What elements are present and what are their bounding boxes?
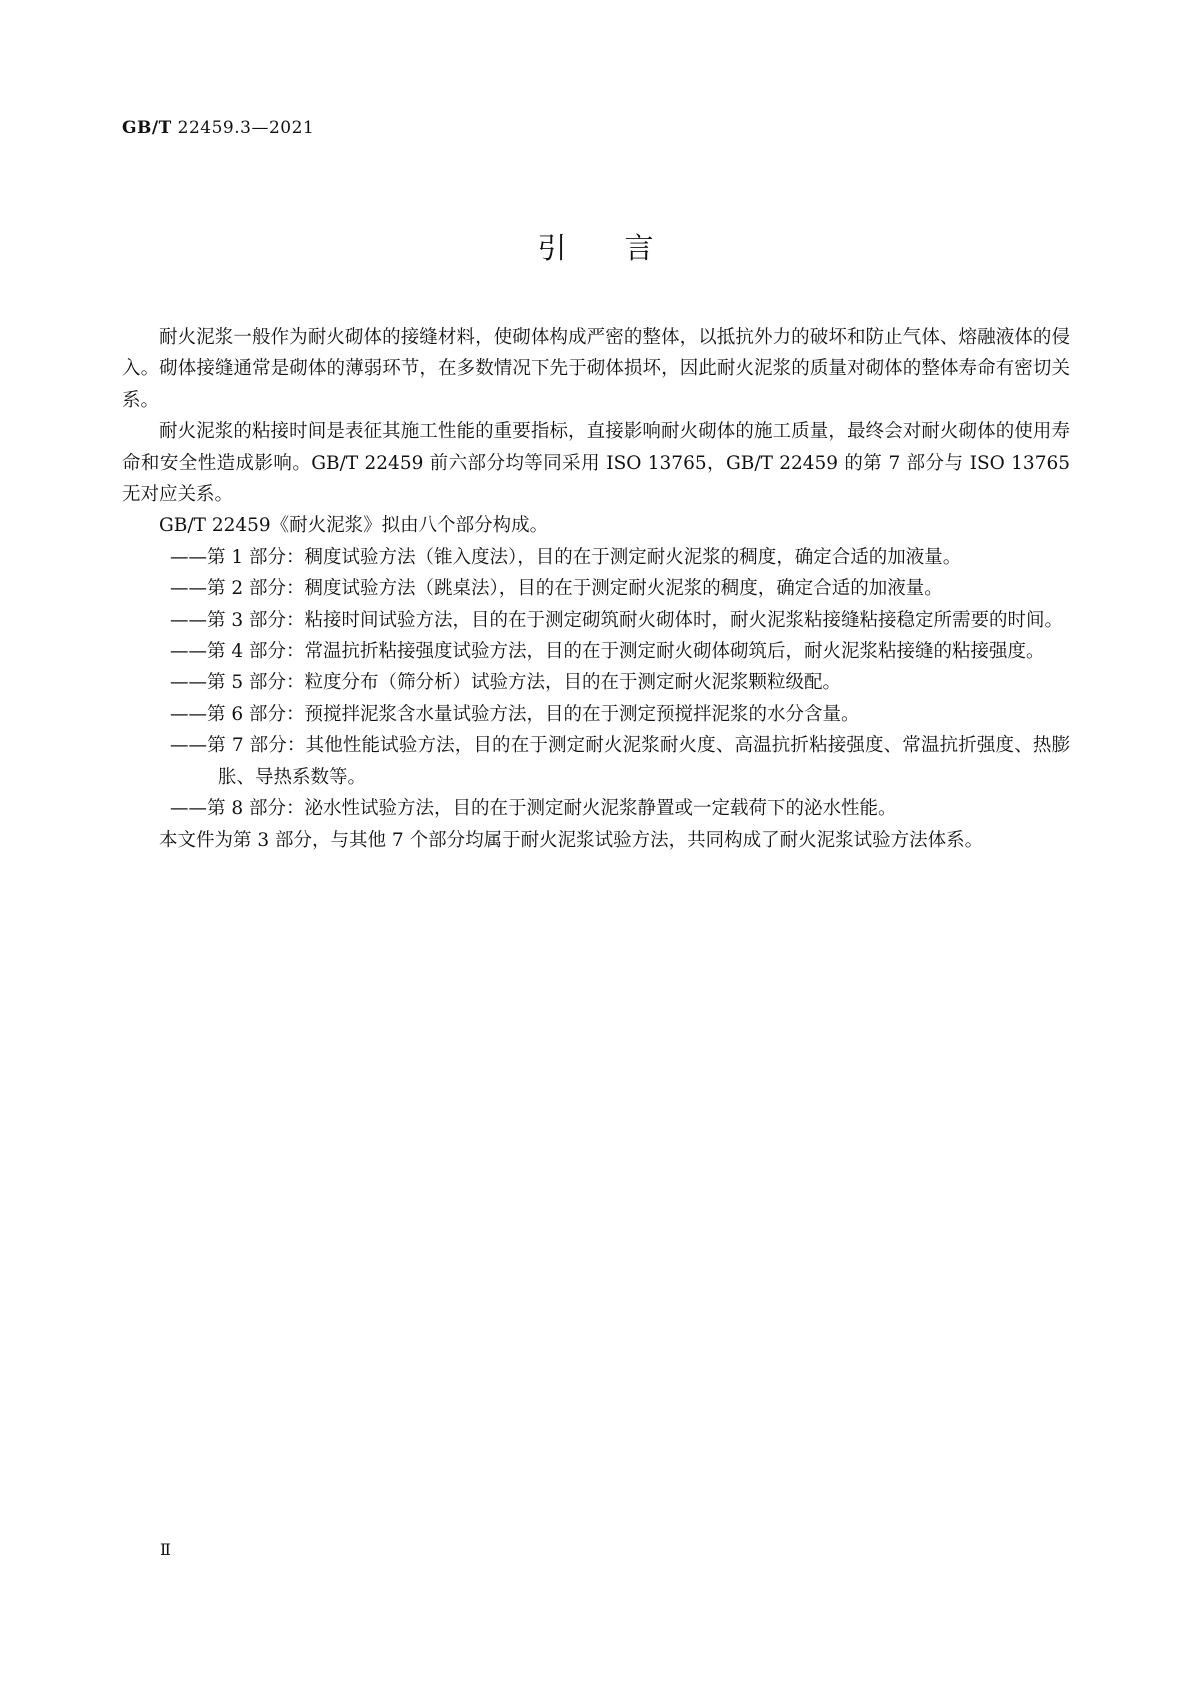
document-body bbox=[122, 322, 1070, 856]
page-title: 引言 bbox=[537, 231, 712, 265]
document-code-number: 22459.3—2021 bbox=[177, 118, 315, 138]
page-number: Ⅱ bbox=[160, 1540, 171, 1559]
closing-paragraph: 本文件为第 3 部分，与其他 7 个部分均属于耐火泥浆试验方法，共同构成了耐火泥浆试验方法体系。 bbox=[159, 829, 984, 851]
part-list-item-4: ——第 4 部分：常温抗折粘接强度试验方法，目的在于测定耐火砌体砌筑后，耐火泥浆粘接缝的粘接强度。 bbox=[170, 641, 1045, 663]
part-list-item-5: ——第 5 部分：粒度分布（筛分析）试验方法，目的在于测定耐火泥浆颗粒级配。 bbox=[170, 672, 842, 694]
part-list-item-7: ——第 7 部分：其他性能试验方法，目的在于测定耐火泥浆耐火度、高温抗折粘接强度、常温抗折强度、热膨胀、导热系数等。 bbox=[170, 735, 1070, 788]
intro-paragraph-1: 耐火泥浆一般作为耐火砌体的接缝材料，使砌体构成严密的整体，以抵抗外力的破坏和防止气体、熔融液体的侵入。砌体接缝通常是砌体的薄弱环节，在多数情况下先于砌体损坏，因此耐火泥浆的质量对砌体的整体寿命有密切关系。 bbox=[122, 327, 1070, 411]
part-list-item-1: ——第 1 部分：稠度试验方法（锥入度法），目的在于测定耐火泥浆的稠度，确定合适的加液量。 bbox=[170, 546, 962, 568]
part-list-item-3: ——第 3 部分：粘接时间试验方法，目的在于测定砌筑耐火砌体时，耐火泥浆粘接缝粘接稳定所需要的时间。 bbox=[170, 609, 1064, 631]
document-code-prefix: GB/T bbox=[122, 118, 172, 138]
part-list-item-8: ——第 8 部分：泌水性试验方法，目的在于测定耐火泥浆静置或一定载荷下的泌水性能。 bbox=[170, 798, 897, 820]
part-list-item-2: ——第 2 部分：稠度试验方法（跳桌法），目的在于测定耐火泥浆的稠度，确定合适的加液量。 bbox=[170, 578, 943, 600]
part-list-item-6: ——第 6 部分：预搅拌泥浆含水量试验方法，目的在于测定预搅拌泥浆的水分含量。 bbox=[170, 703, 860, 725]
intro-paragraph-2: 耐火泥浆的粘接时间是表征其施工性能的重要指标，直接影响耐火砌体的施工质量，最终会对耐火砌体的使用寿命和安全性造成影响。GB/T 22459 前六部分均等同采用 ISO 13765，GB/T 22459 的第 7 部分与 ISO 13765 无对应关系。 bbox=[122, 421, 1070, 506]
intro-paragraph-3: GB/T 22459《耐火泥浆》拟由八个部分构成。 bbox=[159, 515, 549, 537]
document-code bbox=[122, 118, 314, 138]
